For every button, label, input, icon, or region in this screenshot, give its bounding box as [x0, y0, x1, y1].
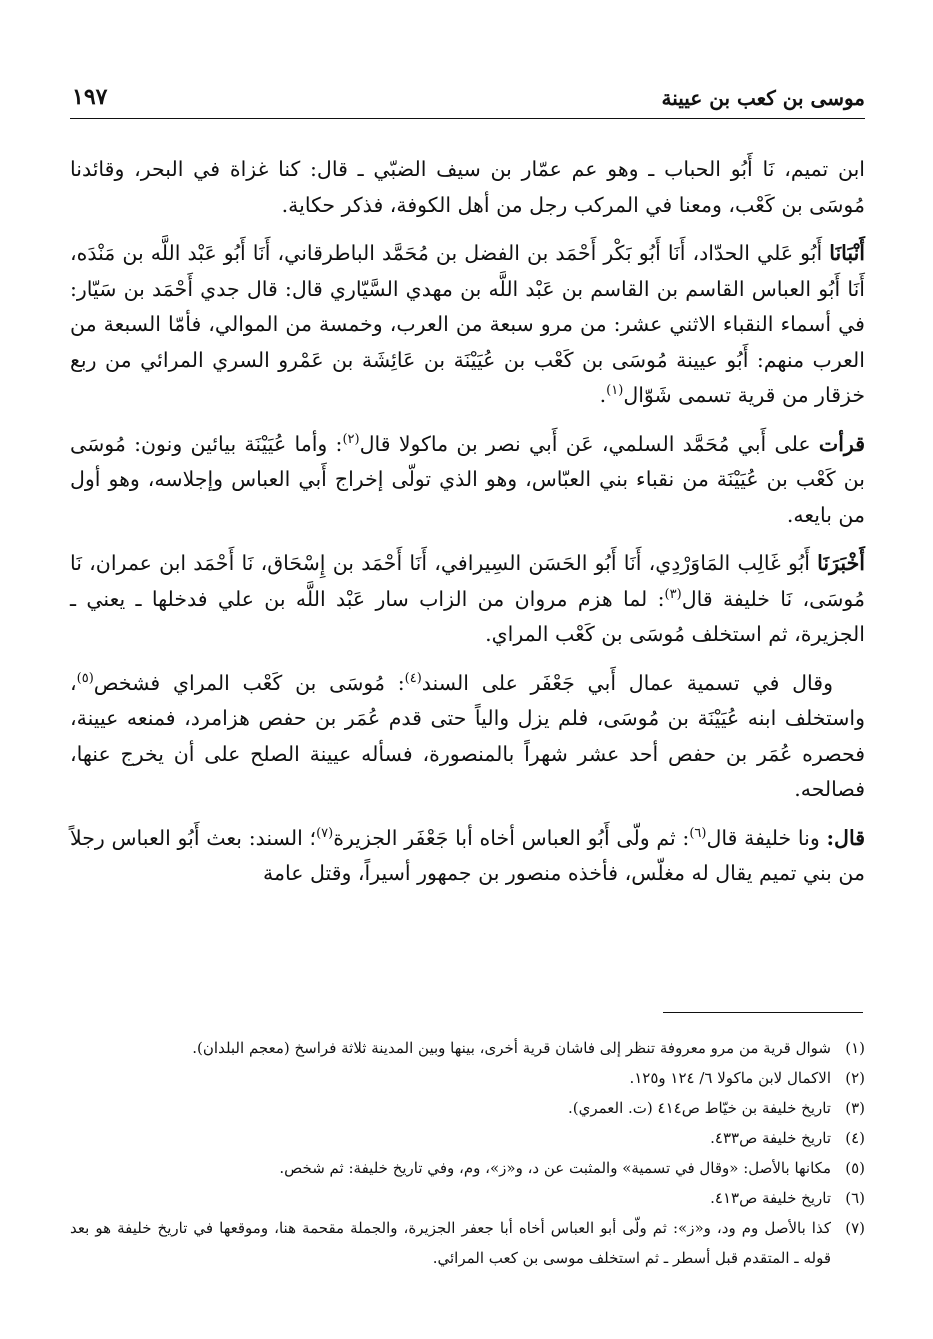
footnote-ref: (١) [606, 383, 624, 399]
paragraph [70, 236, 865, 414]
footnote-ref: (٧) [316, 825, 334, 841]
footnote-ref: (٦) [689, 825, 707, 841]
paragraph-text: ونا خليفة قال [706, 825, 827, 850]
footnote-ref: (٣) [664, 586, 682, 602]
main-text [70, 152, 865, 905]
footnote-text: الاكمال لابن ماكولا ٦/ ١٢٤ و١٢٥. [629, 1069, 831, 1087]
paragraph-text: ؛ السند: بعث أَبُو العباس رجلاً من بني تميم يقال له مغلّس، فأخذه منصور بن جمهور أسيراً، وقتل عامة [70, 825, 865, 885]
paragraph-lead-word: أَخْبَرَنَا [817, 551, 865, 575]
paragraph-text: : ثم ولّى أَبُو العباس أخاه أبا جَعْفَر الجزيرة [333, 825, 690, 850]
footnote-ref: (٥) [76, 670, 94, 686]
footnote-number: (٥) [845, 1159, 865, 1177]
footnote-text: كذا بالأصل وم ود، و«ز»: ثم ولّى أبو العباس أخاه أبا جعفر الجزيرة، والجملة مقحمة هنا، وموقعها في تاريخ خليفة هو بعد قوله ـ المتقدم قبل أسطر ـ ثم استخلف موسى بن كعب المرائي. [70, 1219, 831, 1267]
footnote-number: (٤) [845, 1129, 865, 1147]
paragraph [70, 152, 865, 223]
footnote [70, 1183, 865, 1213]
paragraph-text: وقال في تسمية عمال أَبي جَعْفَر على السند [421, 670, 833, 695]
footnote-ref: (٤) [404, 670, 422, 686]
footnote-number: (٧) [845, 1219, 865, 1237]
paragraph [70, 666, 865, 808]
footnote [70, 1033, 865, 1063]
running-title: موسى بن كعب بن عيينة [661, 86, 865, 110]
footnote-number: (١) [845, 1039, 865, 1057]
paragraph-lead-word: قرأت [818, 431, 865, 456]
paragraph [70, 427, 865, 534]
paragraph [70, 821, 865, 892]
paragraph-text: : مُوسَى بن كَعْب المراي فشخص [93, 670, 405, 695]
paragraph-text: على أَبي مُحَمَّد السلمي، عَن أَبي نصر بن ماكولا قال [359, 431, 819, 456]
footnotes [70, 1033, 865, 1273]
footnote [70, 1153, 865, 1183]
footnote [70, 1093, 865, 1123]
paragraph [70, 546, 865, 653]
footnote-divider [663, 1012, 863, 1013]
page-header [70, 82, 865, 119]
footnote-text: تاريخ خليفة بن خيّاط ص٤١٤ (ت. العمري). [567, 1099, 831, 1117]
paragraph-text: : لما هزم مروان من الزاب سار عَبْد اللَّه بن علي فدخلها ـ يعني ـ الجزيرة، ثم استخلف مُوسَى بن كَعْب المراي. [70, 586, 865, 646]
paragraph-text: ابن تميم، نَا أَبُو الحباب ـ وهو عم عمّار بن سيف الضبّي ـ قال: كنا غزاة في البحر، وقائدنا مُوسَى بن كَعْب، ومعنا في المركب رجل من أهل الكوفة، فذكر حكاية. [70, 157, 865, 217]
page-number: ١٩٧ [72, 84, 108, 110]
footnote-ref: (٢) [342, 431, 360, 447]
footnote-number: (٢) [845, 1069, 865, 1087]
footnote [70, 1063, 865, 1093]
paragraph-lead-word: أَنْبَانَا [829, 241, 865, 265]
paragraph-text: أَبُو غَالِب المَاوَرْدِي، أَنَا أَبُو الحَسَن السِيرافي، أَنَا أَحْمَد بن إِسْحَاق، نَا أَحْمَد ابن عمران، نَا مُوسَى، نَا خليفة قال [70, 551, 865, 611]
paragraph-text: . [599, 383, 607, 407]
footnote-number: (٦) [845, 1189, 865, 1207]
footnote-number: (٣) [845, 1099, 865, 1117]
footnote-text: مكانها بالأصل: «وقال في تسمية» والمثبت عن د، و«ز»، وم، وفي تاريخ خليفة: ثم شخص. [279, 1159, 831, 1177]
footnote-text: شوال قرية من مرو معروفة تنظر إلى فاشان قرية أخرى، بينها وبين المدينة ثلاثة فراسخ (معجم البلدان). [192, 1039, 831, 1057]
paragraph-lead-word: قال: [826, 825, 865, 850]
paragraph-text: أَبُو عَلي الحدّاد، أَنَا أَبُو بَكْر أَحْمَد بن الفضل بن مُحَمَّد الباطرقاني، أَنَا أَبُو عَبْد اللَّه بن مَنْدَه، أَنَا أَبُو العباس القاسم بن القاسم بن عَبْد اللَّه بن مهدي السَّيّاري قال: قال جدي أَحْمَد بن سَيّار: في أسماء النقباء الاثني عشر: من مرو سبعة من العرب، وخمسة من الموالي، فأمّا السبعة من العرب منهم: أَبُو عيينة مُوسَى بن كَعْب بن عُيَيْنَة بن عَائِشَة بن عَمْرو السري المرائي من ربع خزقار من قرية تسمى شَوّال [70, 241, 865, 407]
paragraph-text: : وأما عُيَيْنَة بيائين ونون: مُوسَى بن كَعْب بن عُيَيْنَة من نقباء بني العبّاس، وهو الذي تولّى إخراج أَبي العباس وإجلاسه، وهو أول من بايعه. [70, 431, 865, 527]
footnote-text: تاريخ خليفة ص٤١٣. [710, 1189, 831, 1207]
footnote-text: تاريخ خليفة ص٤٣٣. [710, 1129, 831, 1147]
paragraph-text: ، واستخلف ابنه عُيَيْنَة بن مُوسَى، فلم يزل والياً حتى قدم عُمَر بن حفص هزامرد، فمنعه عيينة، فحصره عُمَر بن حفص أحد عشر شهراً بالمنصورة، فسأله عيينة الصلح على أن يخرج عنها، فصالحه. [70, 670, 865, 801]
footnote [70, 1123, 865, 1153]
footnote [70, 1213, 865, 1273]
